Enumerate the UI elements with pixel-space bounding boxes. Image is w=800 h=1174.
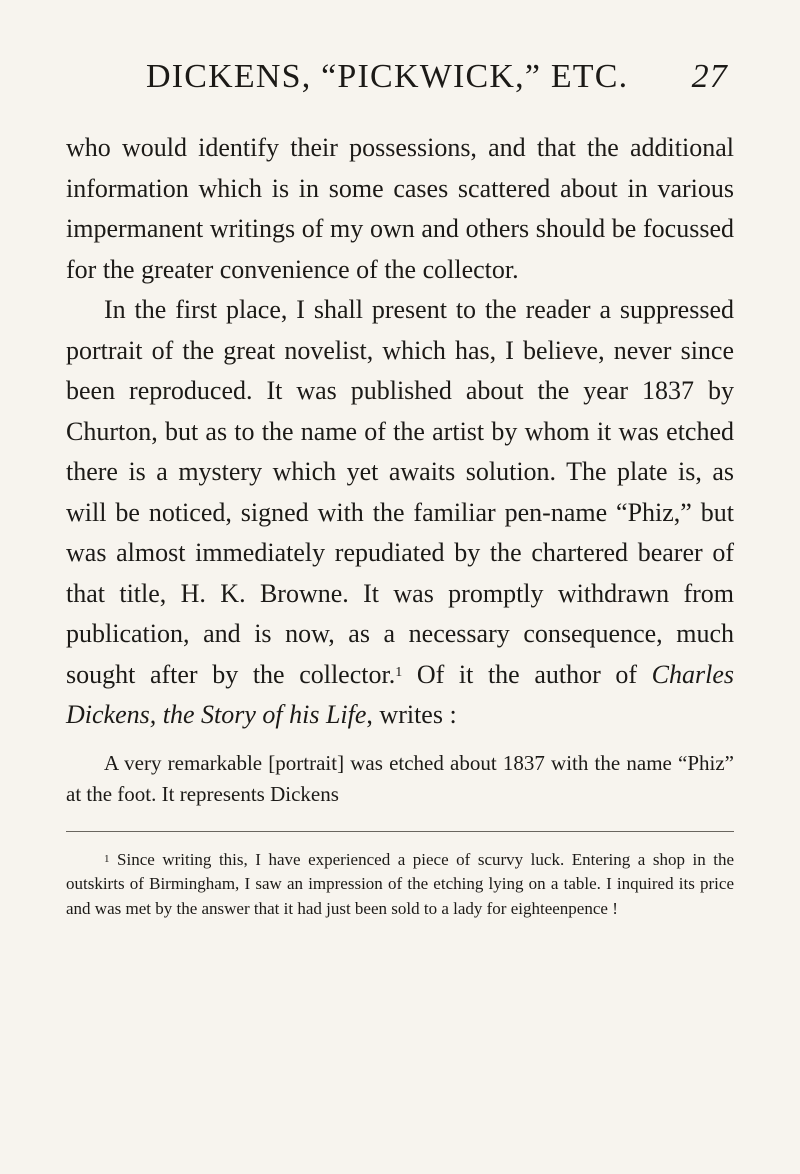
footnote-rule [66,831,734,832]
footnote-text: Since writing this, I have experienced a piece of scurvy luck. Entering a shop in the outskirts of Birmingham, I saw an impression of the etching lying on a table. I inquired its price and was met by the answer that it had just been sold to a lady for eighteenpence ! [66,849,735,918]
paragraph-2-prefix: Of it the author of [416,659,652,689]
book-title-story-of-his-life: the Story of his Life [162,700,367,729]
footnote-marker: 1 [104,852,110,865]
running-head [66,58,734,108]
footnote-1 [66,848,734,922]
paragraph-1: who would identify their possessions, and that the additional information which is in some cases scattered about in various impermanent writings of my own and others should be focussed for the greater convenience of the collector. [66,133,734,284]
block-quote: A very remarkable [portrait] was etched about 1837 with the name “Phiz” at the foot. It represents Dickens [66,750,734,806]
book-title-separator: , [149,700,163,729]
book-page [66,58,734,921]
page-number: 27 [691,58,728,95]
paragraph-2-suffix: , writes : [366,700,457,729]
book-title-charles-dickens: Charles Dickens [66,659,734,729]
running-head-title: DICKENS, “PICKWICK,” ETC. [146,58,629,95]
footnote-reference[interactable]: 1 [395,664,403,680]
body-text [66,128,734,736]
footnotes [66,848,734,922]
paragraph-2-main: In the first place, I shall present to the reader a suppressed portrait of the great novelist, which has, I believe, never since been reproduced. It was published about the year 1837 by Churton, but as to the name of the artist by whom it was etched there is a mystery which yet awaits solution. The plate is, as will be noticed, signed with the familiar pen-name “Phiz,” but was almost immediately repudiated by the chartered bearer of that title, H. K. Browne. It was promptly withdrawn from publication, and is now, as a necessary consequence, much sought after by the collector. [66,295,734,689]
paragraph-2 [66,290,734,736]
